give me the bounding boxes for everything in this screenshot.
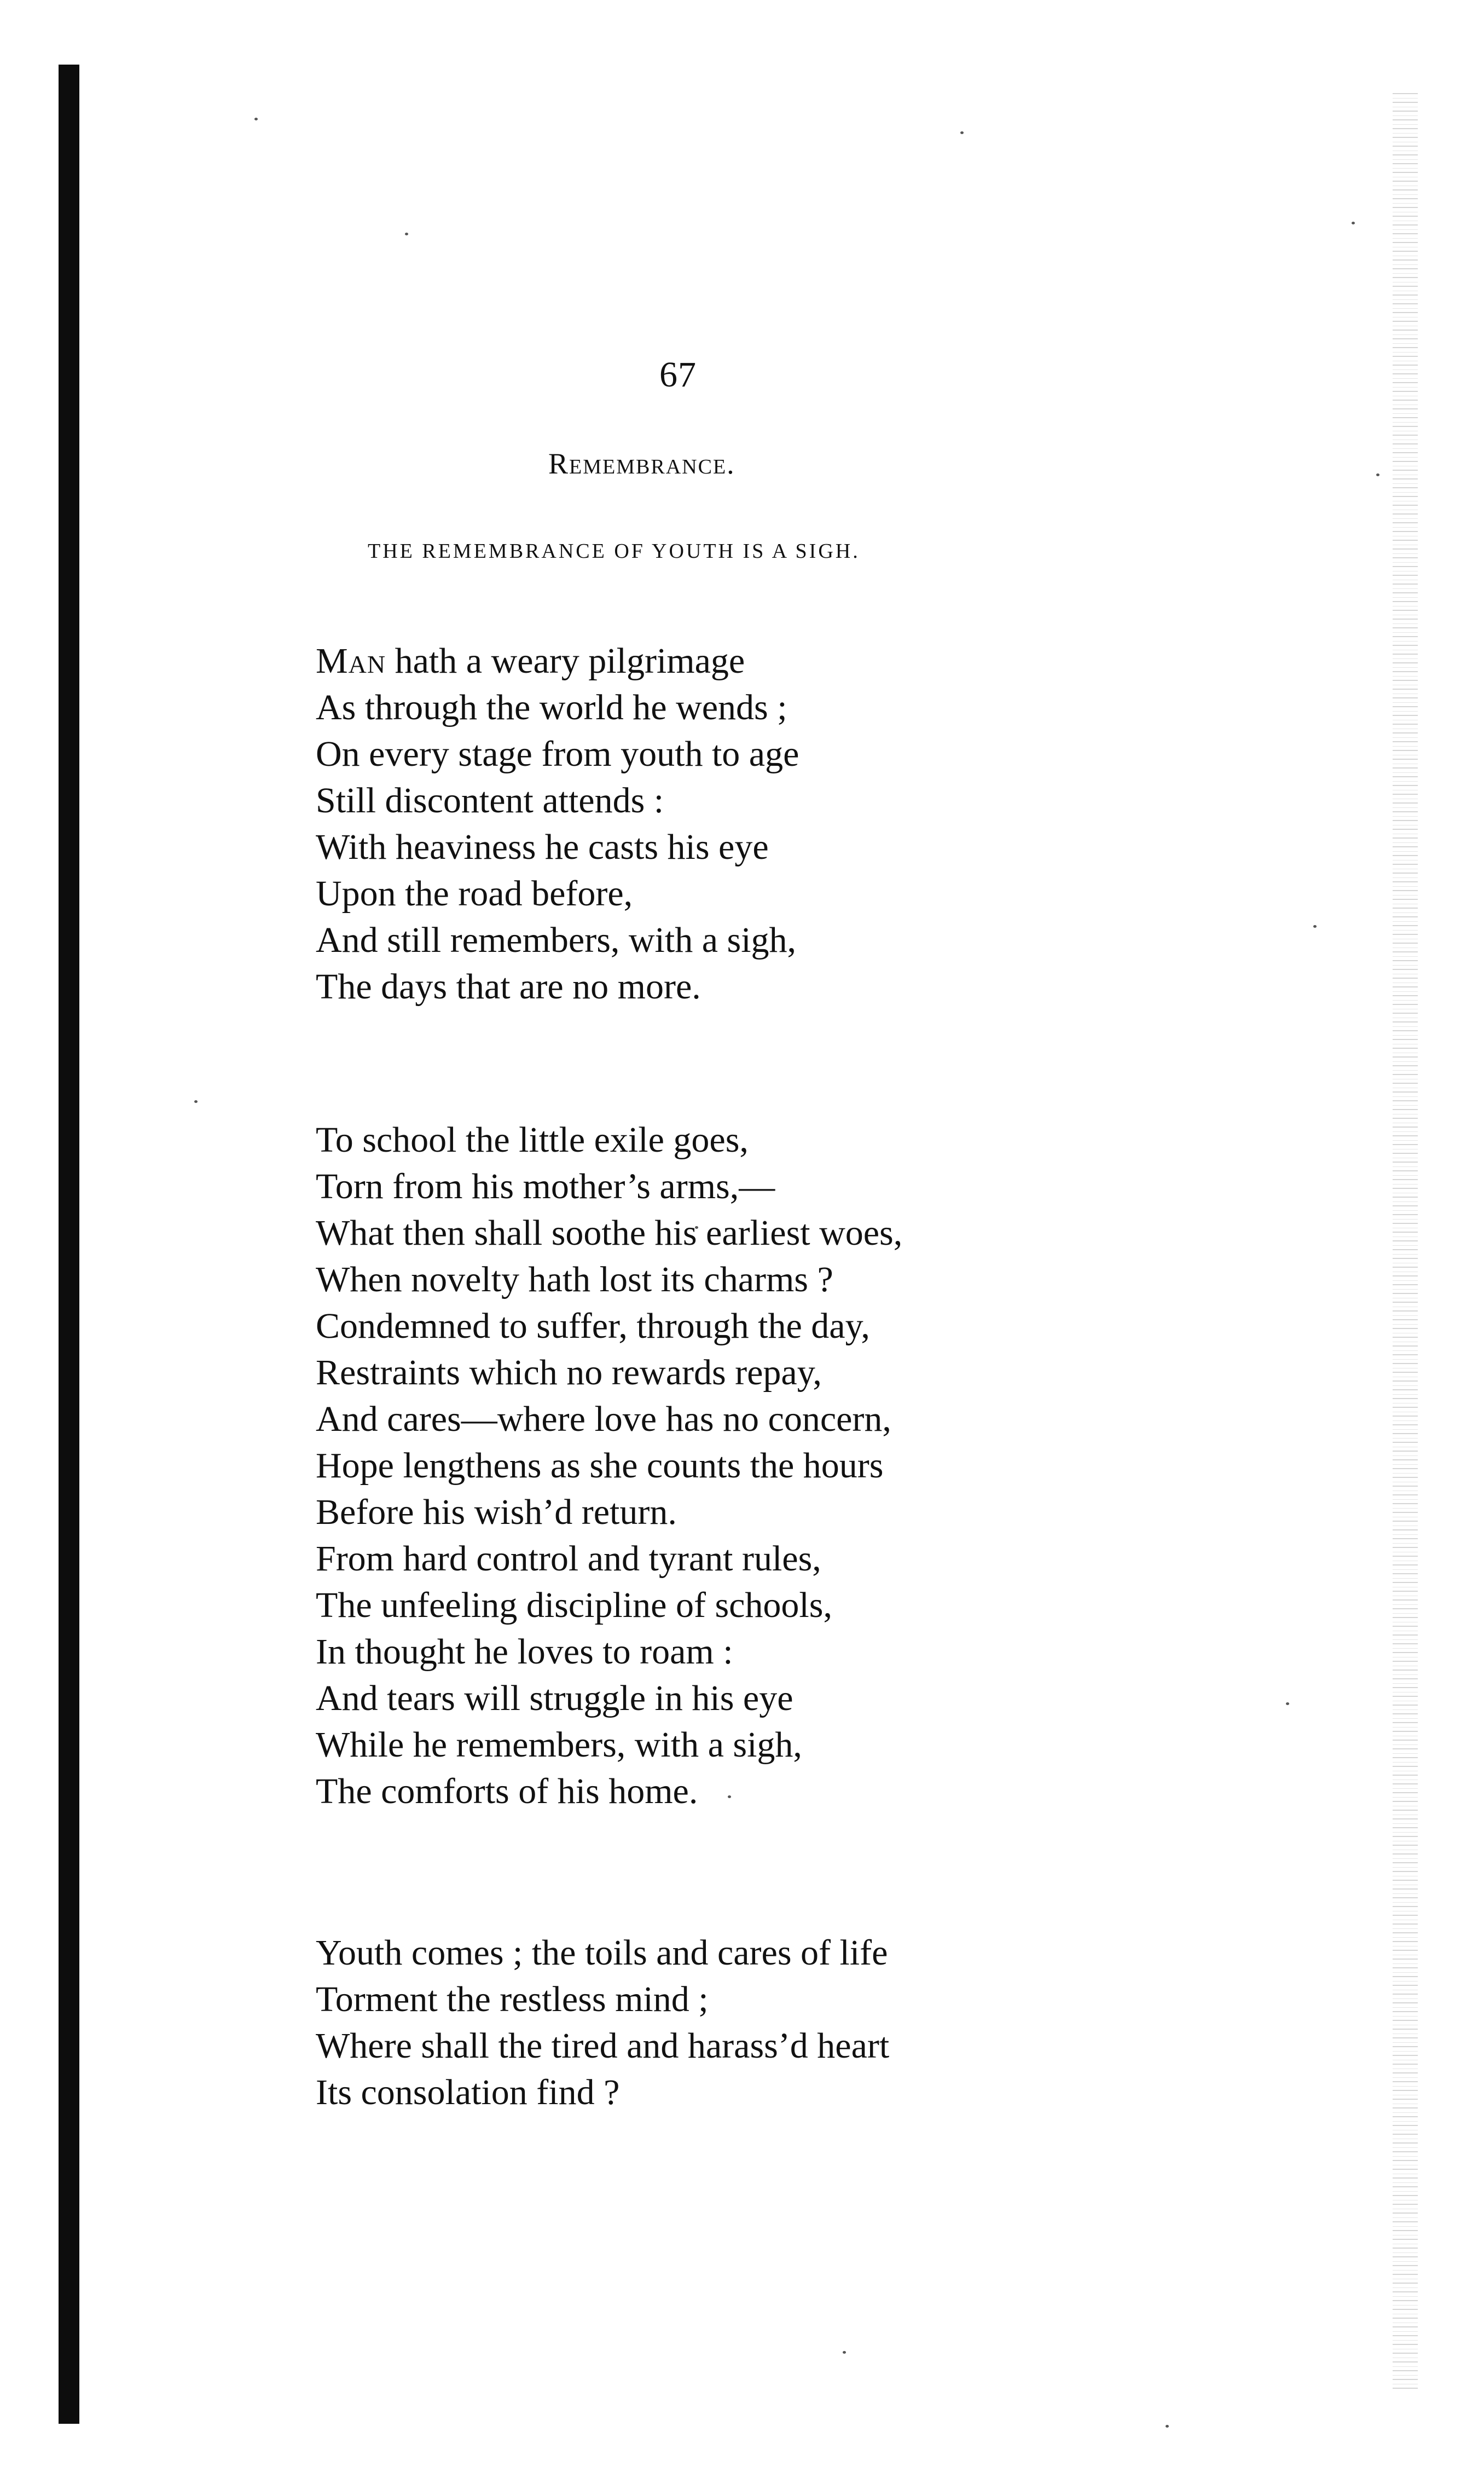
print-speck (1313, 925, 1317, 928)
line-text: Still discontent attends : (316, 781, 664, 821)
poem-line: Before his wish’d return. (316, 1492, 677, 1532)
poem-line (316, 638, 799, 684)
line-text: With heaviness he casts his eye (316, 827, 769, 867)
poem-line: When novelty hath lost its charms ? (316, 1260, 833, 1299)
print-speck (405, 233, 408, 235)
poem-line (316, 777, 799, 824)
poem-line: Restraints which no rewards repay, (316, 1353, 822, 1393)
poem-line (316, 870, 799, 917)
print-speck (194, 1100, 198, 1103)
poem-line: The comforts of his home. (316, 1771, 698, 1811)
poem-epigraph: THE REMEMBRANCE OF YOUTH IS A SIGH. (368, 540, 860, 563)
poem-line (316, 684, 799, 731)
line-text: hath a weary pilgrimage (386, 641, 745, 681)
poem-line: Torment the restless mind ; (316, 1979, 709, 2019)
line-lead-word: Man (316, 641, 386, 681)
poem-line (316, 917, 799, 963)
poem-line (316, 963, 799, 1010)
print-speck (843, 2351, 846, 2354)
line-text: As through the world he wends ; (316, 688, 787, 727)
poem-line: Torn from his mother’s arms,— (316, 1166, 775, 1206)
poem-line: Where shall the tired and harass’d heart (316, 2026, 890, 2066)
stanza-1 (316, 638, 799, 1010)
poem-line: What then shall soothe his earliest woes, (316, 1213, 903, 1253)
poem-line (316, 731, 799, 777)
print-speck (1376, 473, 1379, 476)
print-speck (254, 118, 258, 120)
stanza-3 (316, 1930, 889, 2116)
poem-line (316, 824, 799, 870)
poem-line: Youth comes ; the toils and cares of life (316, 1933, 888, 1973)
print-speck (1166, 2425, 1169, 2428)
line-text: And still remembers, with a sigh, (316, 920, 797, 960)
stanza-2 (316, 1117, 902, 1815)
book-binding-edge (59, 65, 79, 2424)
poem-line: To school the little exile goes, (316, 1120, 749, 1160)
line-text: On every stage from youth to age (316, 734, 799, 774)
line-text: The days that are no more. (316, 967, 701, 1007)
poem-line: Condemned to suffer, through the day, (316, 1306, 870, 1346)
poem-line: And tears will struggle in his eye (316, 1678, 793, 1718)
page-fore-edge (1393, 93, 1418, 2392)
line-text: Upon the road before, (316, 874, 633, 914)
poem-title: Remembrance. (548, 447, 735, 480)
poem-line: And cares—where love has no concern, (316, 1399, 891, 1439)
poem-line: The unfeeling discipline of schools, (316, 1585, 832, 1625)
print-speck (1352, 222, 1355, 224)
poem-line: While he remembers, with a sigh, (316, 1725, 802, 1765)
page-number: 67 (659, 355, 697, 395)
poem-line: Its consolation find ? (316, 2072, 620, 2112)
poem-line: Hope lengthens as she counts the hours (316, 1446, 884, 1486)
print-speck (960, 131, 964, 134)
poem-line: From hard control and tyrant rules, (316, 1539, 821, 1579)
poem-line: In thought he loves to roam : (316, 1632, 733, 1672)
print-speck (1286, 1702, 1289, 1705)
